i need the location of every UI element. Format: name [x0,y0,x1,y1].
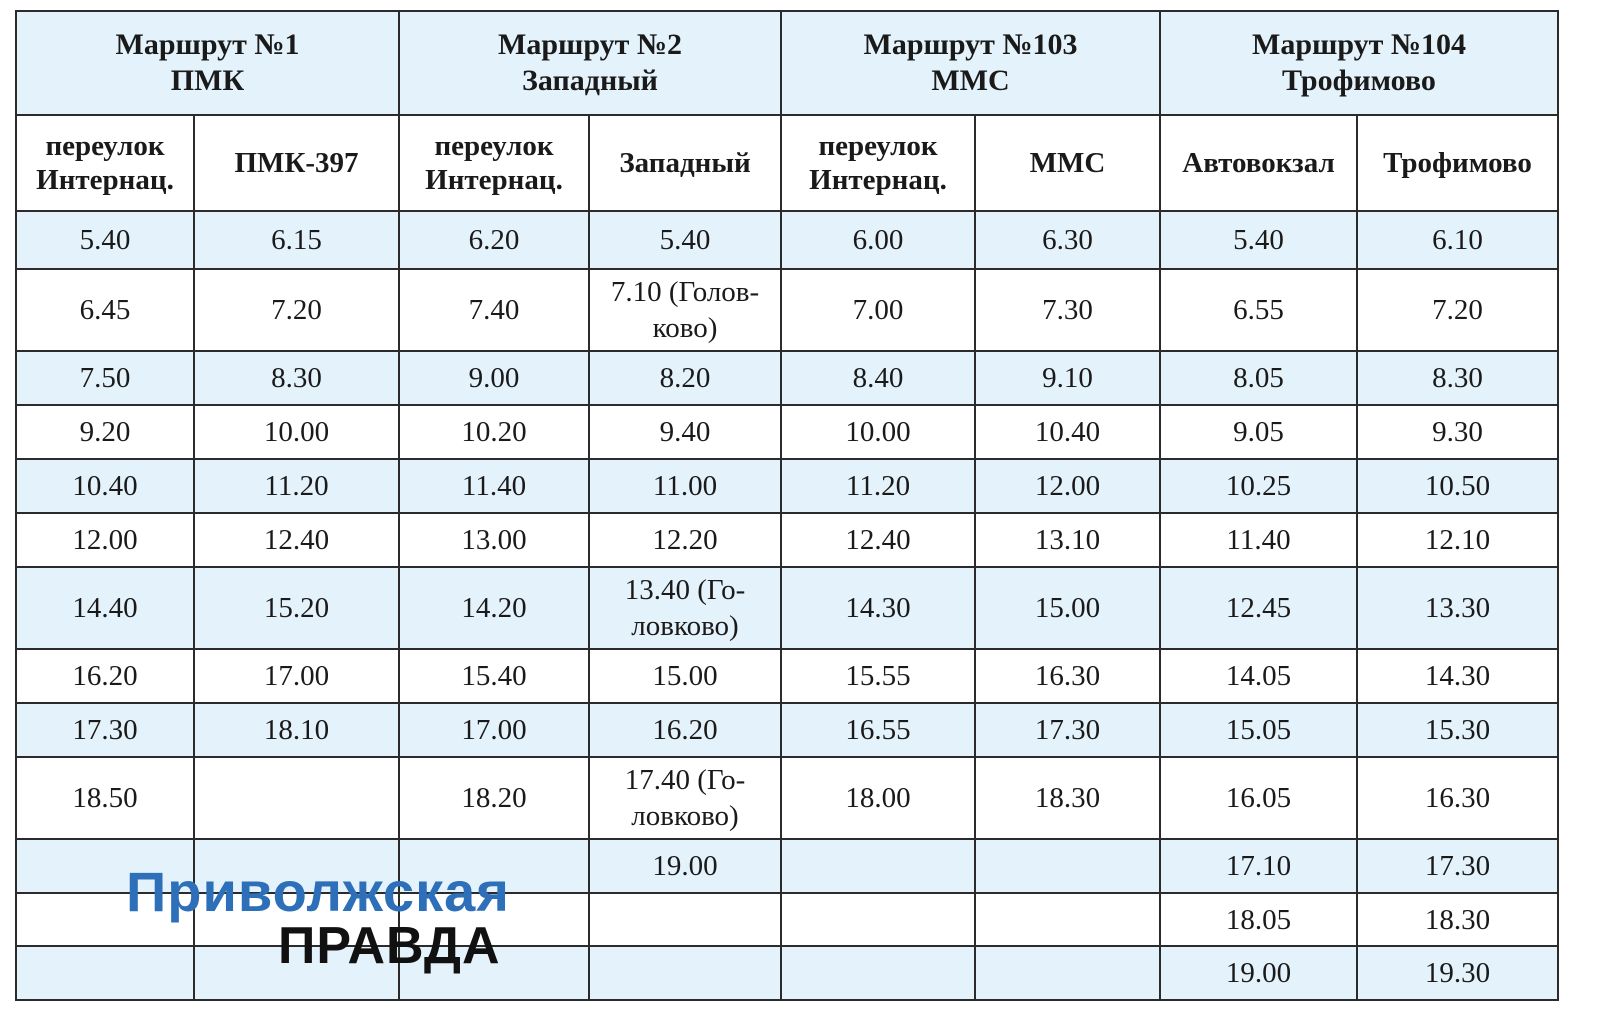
table-row [16,211,1558,269]
time-cell: 13.10 [975,513,1160,567]
time-cell: 16.30 [975,649,1160,703]
table-row [16,839,1558,893]
table-row [16,269,1558,351]
stop-header-line: Интернац. [425,164,563,196]
route-name: Трофимово [1282,64,1436,97]
stop-header [399,115,589,211]
table-row [16,893,1558,946]
time-cell: 18.50 [16,757,194,839]
table-row [16,649,1558,703]
stop-header-row [16,115,1558,211]
route-name: ММС [931,64,1010,97]
time-cell: 11.20 [781,459,975,513]
time-cell [194,893,399,946]
route-number: Маршрут №2 [498,28,682,61]
time-cell [399,946,589,1000]
time-cell: 8.30 [194,351,399,405]
stop-header [194,115,399,211]
time-cell: 17.10 [1160,839,1357,893]
time-cell: 6.30 [975,211,1160,269]
time-cell: 12.40 [781,513,975,567]
time-cell: 12.40 [194,513,399,567]
stop-header-line: переулок [818,130,938,162]
time-cell [399,893,589,946]
time-cell: 12.00 [975,459,1160,513]
time-cell: 9.10 [975,351,1160,405]
time-cell: 10.50 [1357,459,1558,513]
table-row [16,351,1558,405]
time-cell: 12.00 [16,513,194,567]
time-cell: 6.55 [1160,269,1357,351]
time-cell: 18.30 [1357,893,1558,946]
table-row [16,567,1558,649]
time-cell: 18.00 [781,757,975,839]
time-cell: 9.05 [1160,405,1357,459]
time-cell: 13.40 (Го-ловково) [589,567,781,649]
table-row [16,946,1558,1000]
time-cell: 12.20 [589,513,781,567]
time-cell: 15.20 [194,567,399,649]
time-cell: 17.30 [975,703,1160,757]
time-cell: 13.00 [399,513,589,567]
route-header-1 [16,11,399,115]
time-cell: 17.30 [1357,839,1558,893]
table-row [16,459,1558,513]
time-cell: 6.00 [781,211,975,269]
stop-header-line: переулок [434,130,554,162]
table-row [16,513,1558,567]
stop-header [1357,115,1558,211]
stop-header-line: Интернац. [809,164,947,196]
time-cell: 8.30 [1357,351,1558,405]
time-cell: 19.30 [1357,946,1558,1000]
time-cell: 10.40 [16,459,194,513]
time-cell: 6.15 [194,211,399,269]
time-cell: 7.30 [975,269,1160,351]
time-cell: 7.00 [781,269,975,351]
route-name: Западный [522,64,658,97]
time-cell [975,946,1160,1000]
time-cell: 8.40 [781,351,975,405]
time-cell: 9.00 [399,351,589,405]
stop-header [589,115,781,211]
logo-line-2: ПРАВДА [278,917,501,975]
time-cell [781,839,975,893]
time-cell: 11.40 [399,459,589,513]
time-cell: 15.05 [1160,703,1357,757]
time-cell [16,893,194,946]
time-cell: 6.45 [16,269,194,351]
time-cell: 17.40 (Го-ловково) [589,757,781,839]
time-cell: 19.00 [1160,946,1357,1000]
time-cell: 16.55 [781,703,975,757]
time-cell [975,839,1160,893]
time-cell: 11.00 [589,459,781,513]
route-number: Маршрут №1 [115,28,300,61]
time-cell: 18.20 [399,757,589,839]
time-cell: 12.10 [1357,513,1558,567]
stop-header [1160,115,1357,211]
time-cell [194,839,399,893]
time-cell: 9.30 [1357,405,1558,459]
stop-header-line: Западный [619,147,751,179]
stop-header [781,115,975,211]
stop-header [16,115,194,211]
time-cell [194,757,399,839]
time-cell: 14.05 [1160,649,1357,703]
stop-header-line: ММС [1029,147,1106,179]
time-cell: 10.25 [1160,459,1357,513]
time-cell [589,893,781,946]
time-cell: 7.20 [194,269,399,351]
table-row [16,703,1558,757]
time-cell: 7.40 [399,269,589,351]
table-row [16,757,1558,839]
time-cell: 7.20 [1357,269,1558,351]
time-cell: 16.20 [16,649,194,703]
time-cell: 12.45 [1160,567,1357,649]
time-cell [589,946,781,1000]
time-cell [781,893,975,946]
time-cell: 14.20 [399,567,589,649]
time-cell: 10.00 [194,405,399,459]
time-cell: 15.00 [975,567,1160,649]
time-cell: 6.20 [399,211,589,269]
time-cell: 10.20 [399,405,589,459]
time-cell: 14.40 [16,567,194,649]
time-cell: 16.05 [1160,757,1357,839]
time-cell: 13.30 [1357,567,1558,649]
time-cell: 7.50 [16,351,194,405]
time-cell [194,946,399,1000]
table-row [16,405,1558,459]
time-cell: 8.05 [1160,351,1357,405]
time-cell: 17.00 [194,649,399,703]
stop-header-line: Трофимово [1383,147,1532,179]
time-cell [399,839,589,893]
time-cell: 15.40 [399,649,589,703]
stop-header-line: ПМК-397 [234,147,359,179]
time-cell: 17.30 [16,703,194,757]
route-header-103 [781,11,1160,115]
time-cell: 17.00 [399,703,589,757]
time-cell: 18.10 [194,703,399,757]
route-number: Маршрут №103 [863,28,1078,61]
route-name: ПМК [170,64,245,97]
time-cell: 14.30 [1357,649,1558,703]
time-cell: 5.40 [1160,211,1357,269]
time-cell [975,893,1160,946]
route-header-row [16,11,1558,115]
time-cell: 15.30 [1357,703,1558,757]
time-cell [781,946,975,1000]
time-cell: 7.10 (Голов-ково) [589,269,781,351]
logo-line-1: Приволжская [126,860,510,923]
time-cell [16,946,194,1000]
time-cell: 11.40 [1160,513,1357,567]
time-cell [16,839,194,893]
time-cell: 14.30 [781,567,975,649]
route-header-104 [1160,11,1558,115]
time-cell: 15.55 [781,649,975,703]
time-cell: 6.10 [1357,211,1558,269]
route-header-2 [399,11,781,115]
stop-header-line: переулок [45,130,165,162]
schedule-body [16,211,1558,1000]
time-cell: 5.40 [589,211,781,269]
time-cell: 10.40 [975,405,1160,459]
time-cell: 15.00 [589,649,781,703]
time-cell: 18.30 [975,757,1160,839]
stop-header [975,115,1160,211]
time-cell: 16.20 [589,703,781,757]
stop-header-line: Интернац. [36,164,174,196]
bus-schedule-table [15,10,1559,1001]
time-cell: 11.20 [194,459,399,513]
time-cell: 5.40 [16,211,194,269]
time-cell: 9.20 [16,405,194,459]
time-cell: 10.00 [781,405,975,459]
route-number: Маршрут №104 [1252,28,1466,61]
time-cell: 18.05 [1160,893,1357,946]
time-cell: 19.00 [589,839,781,893]
time-cell: 16.30 [1357,757,1558,839]
stop-header-line: Автовокзал [1182,147,1335,179]
time-cell: 9.40 [589,405,781,459]
time-cell: 8.20 [589,351,781,405]
